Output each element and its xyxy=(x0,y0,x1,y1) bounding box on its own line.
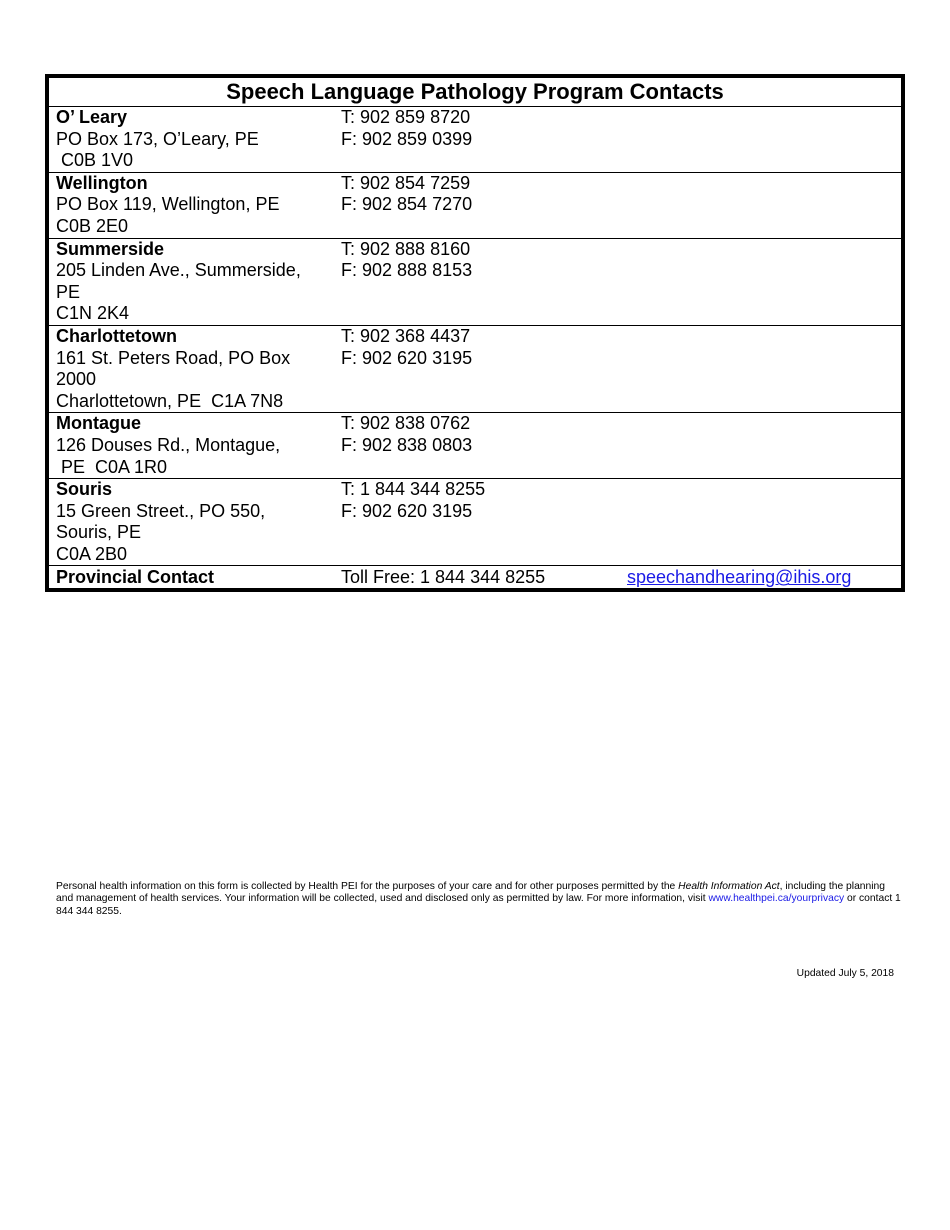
office-row-charlottetown xyxy=(49,326,901,413)
office-fax: F: 902 859 0399 xyxy=(341,128,473,149)
office-address-line: C0B 2E0 xyxy=(56,215,129,236)
notice-text: or contact 1 844 344 8255. xyxy=(56,893,901,917)
office-address-line: C1N 2K4 xyxy=(56,303,130,324)
notice-text: Personal health information on this form is collected by Health PEI for the purposes of your care and for other purposes permitted by the xyxy=(56,881,679,892)
contacts-table xyxy=(45,74,905,592)
office-address-line: PO Box 119, Wellington, PE xyxy=(56,194,280,215)
office-address-line: C0A 2B0 xyxy=(56,543,128,564)
office-phone: T: 902 859 8720 xyxy=(341,107,471,127)
office-phone: T: 902 368 4437 xyxy=(341,325,471,346)
office-address-line: 126 Douses Rd., Montague, xyxy=(56,434,281,455)
office-phone: T: 1 844 344 8255 xyxy=(341,479,486,500)
office-row-souris xyxy=(49,479,901,566)
office-fax: F: 902 620 3195 xyxy=(341,347,473,368)
privacy-notice xyxy=(56,881,901,918)
office-address-line: PE xyxy=(56,281,81,302)
office-row-summerside xyxy=(49,239,901,326)
office-name: O’ Leary xyxy=(56,107,128,127)
provincial-contact-label: Provincial Contact xyxy=(56,567,215,588)
office-fax: F: 902 838 0803 xyxy=(341,434,473,455)
act-name: Health Information Act xyxy=(678,881,780,892)
office-name: Souris xyxy=(56,479,113,500)
table-title: Speech Language Pathology Program Contacts xyxy=(49,78,901,107)
office-fax: F: 902 620 3195 xyxy=(341,500,473,521)
office-name: Montague xyxy=(56,413,141,434)
office-address-line: Charlottetown, PE C1A 7N8 xyxy=(56,390,284,411)
office-address-line: 205 Linden Ave., Summerside, xyxy=(56,260,301,281)
office-address-line: 161 St. Peters Road, PO Box xyxy=(56,347,291,368)
office-address-line: Souris, PE xyxy=(56,522,142,543)
office-fax: F: 902 854 7270 xyxy=(341,194,473,215)
privacy-link[interactable]: www.healthpei.ca/yourprivacy xyxy=(708,893,845,905)
updated-date: Updated July 5, 2018 xyxy=(796,968,894,979)
office-row-wellington xyxy=(49,173,901,239)
office-phone: T: 902 838 0762 xyxy=(341,413,471,434)
notice-text: , including the planning and management of health services. Your information will be collected, used and disclosed only as permitted by law. For more information, visit xyxy=(56,881,885,905)
office-address-line: 15 Green Street., PO 550, xyxy=(56,500,266,521)
office-address-line: 2000 xyxy=(56,369,97,390)
office-address-line: PE C0A 1R0 xyxy=(56,456,168,477)
provincial-contact-row xyxy=(49,566,901,588)
toll-free-number: Toll Free: 1 844 344 8255 xyxy=(341,567,546,588)
office-row-oleary xyxy=(49,107,901,173)
office-row-montague xyxy=(49,413,901,479)
email-link[interactable]: speechandhearing@ihis.org xyxy=(627,567,852,588)
office-name: Summerside xyxy=(56,238,165,259)
office-phone: T: 902 888 8160 xyxy=(341,238,471,259)
office-name: Charlottetown xyxy=(56,325,177,346)
office-fax: F: 902 888 8153 xyxy=(341,260,473,281)
office-name: Wellington xyxy=(56,172,148,193)
office-address-line: C0B 1V0 xyxy=(56,150,134,171)
office-address-line: PO Box 173, O’Leary, PE xyxy=(56,128,259,149)
office-phone: T: 902 854 7259 xyxy=(341,172,471,193)
